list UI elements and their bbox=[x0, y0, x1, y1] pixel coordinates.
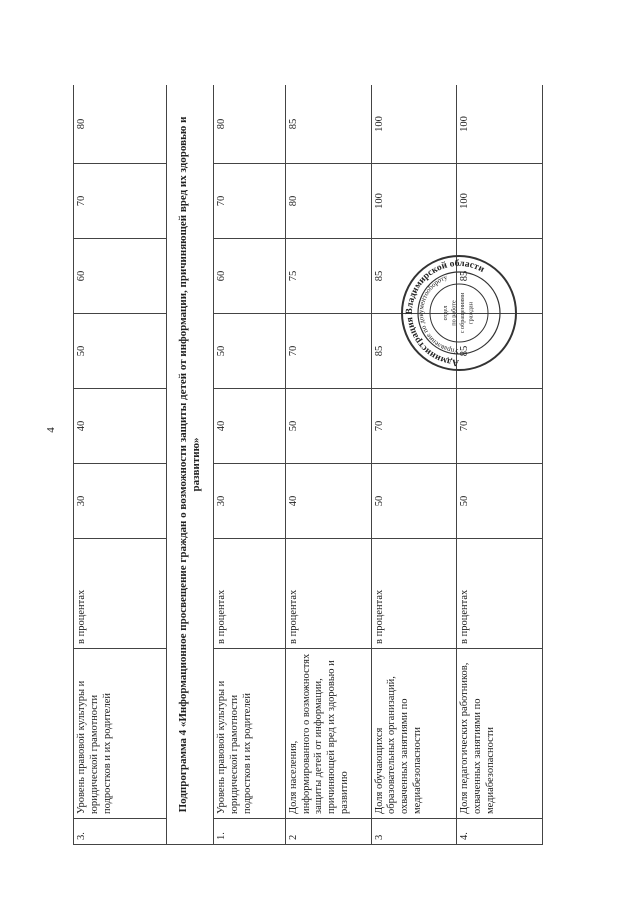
value-cell-4: 85 bbox=[457, 239, 543, 314]
indicator-name: Доля обучающихся образовательных организаций, охваченных занятиями по медиабезопасности bbox=[371, 649, 457, 819]
table-container bbox=[73, 85, 543, 845]
value-cell-4: 60 bbox=[74, 239, 167, 314]
value-cell-1: 50 bbox=[371, 464, 457, 539]
unit-cell: в процентах bbox=[457, 539, 543, 649]
value-cell-6: 85 bbox=[285, 85, 371, 164]
indicator-name: Доля педагогических работников, охваченных занятиями по медиабезопасности bbox=[457, 649, 543, 819]
official-stamp bbox=[398, 252, 520, 374]
value-cell-1: 30 bbox=[214, 464, 285, 539]
value-cell-3: 50 bbox=[214, 314, 285, 389]
stamp-middle-text: Управление по документообороту bbox=[416, 273, 460, 356]
value-cell-2: 50 bbox=[285, 389, 371, 464]
row-number: 4. bbox=[457, 819, 543, 845]
row-number: 1. bbox=[214, 819, 285, 845]
unit-cell: в процентах bbox=[214, 539, 285, 649]
value-cell-4: 60 bbox=[214, 239, 285, 314]
value-cell-3: 70 bbox=[285, 314, 371, 389]
value-cell-3: 50 bbox=[74, 314, 167, 389]
value-cell-1: 50 bbox=[457, 464, 543, 539]
value-cell-2: 70 bbox=[371, 389, 457, 464]
row-number: 3. bbox=[74, 819, 167, 845]
value-cell-2: 70 bbox=[457, 389, 543, 464]
table-row bbox=[214, 85, 285, 845]
value-cell-4: 75 bbox=[285, 239, 371, 314]
unit-cell: в процентах bbox=[371, 539, 457, 649]
table-row bbox=[285, 85, 371, 845]
section-heading-row bbox=[166, 85, 214, 845]
row-number: 3 bbox=[371, 819, 457, 845]
row-number: 2 bbox=[285, 819, 371, 845]
indicator-name: Доля населения, информированного о возможностях защиты детей от информации, причиняющей вред их здоровью и развитию bbox=[285, 649, 371, 819]
stamp-inner-line: отдел bbox=[442, 305, 449, 321]
value-cell-3: 85 bbox=[457, 314, 543, 389]
table-row bbox=[457, 85, 543, 845]
value-cell-6: 100 bbox=[457, 85, 543, 164]
value-cell-1: 30 bbox=[74, 464, 167, 539]
value-cell-5: 100 bbox=[371, 164, 457, 239]
stamp-inner-line: с обращениями bbox=[459, 292, 466, 334]
indicator-name: Уровень правовой культуры и юридической грамотности подростков и их родителей bbox=[74, 649, 167, 819]
value-cell-6: 80 bbox=[214, 85, 285, 164]
value-cell-2: 40 bbox=[74, 389, 167, 464]
stamp-outer-text: Администрация Владимирской области bbox=[404, 258, 486, 368]
value-cell-5: 100 bbox=[457, 164, 543, 239]
indicator-name: Уровень правовой культуры и юридической грамотности подростков и их родителей bbox=[214, 649, 285, 819]
value-cell-5: 70 bbox=[74, 164, 167, 239]
table-row bbox=[74, 85, 167, 845]
value-cell-5: 80 bbox=[285, 164, 371, 239]
table-row bbox=[371, 85, 457, 845]
value-cell-6: 100 bbox=[371, 85, 457, 164]
unit-cell: в процентах bbox=[74, 539, 167, 649]
value-cell-4: 85 bbox=[371, 239, 457, 314]
value-cell-5: 70 bbox=[214, 164, 285, 239]
stamp-inner-line: граждан bbox=[467, 302, 475, 324]
value-cell-2: 40 bbox=[214, 389, 285, 464]
value-cell-1: 40 bbox=[285, 464, 371, 539]
value-cell-6: 80 bbox=[74, 85, 167, 164]
unit-cell: в процентах bbox=[285, 539, 371, 649]
indicators-table bbox=[73, 85, 543, 845]
section-heading: Подпрограмма 4 «Информационное просвещение граждан о возможности защиты детей от информации, причиняющей вред их здоровью и развитию» bbox=[166, 85, 214, 845]
stamp-inner-line: по работе bbox=[450, 300, 458, 326]
page-number: 4 bbox=[44, 427, 57, 433]
value-cell-3: 85 bbox=[371, 314, 457, 389]
